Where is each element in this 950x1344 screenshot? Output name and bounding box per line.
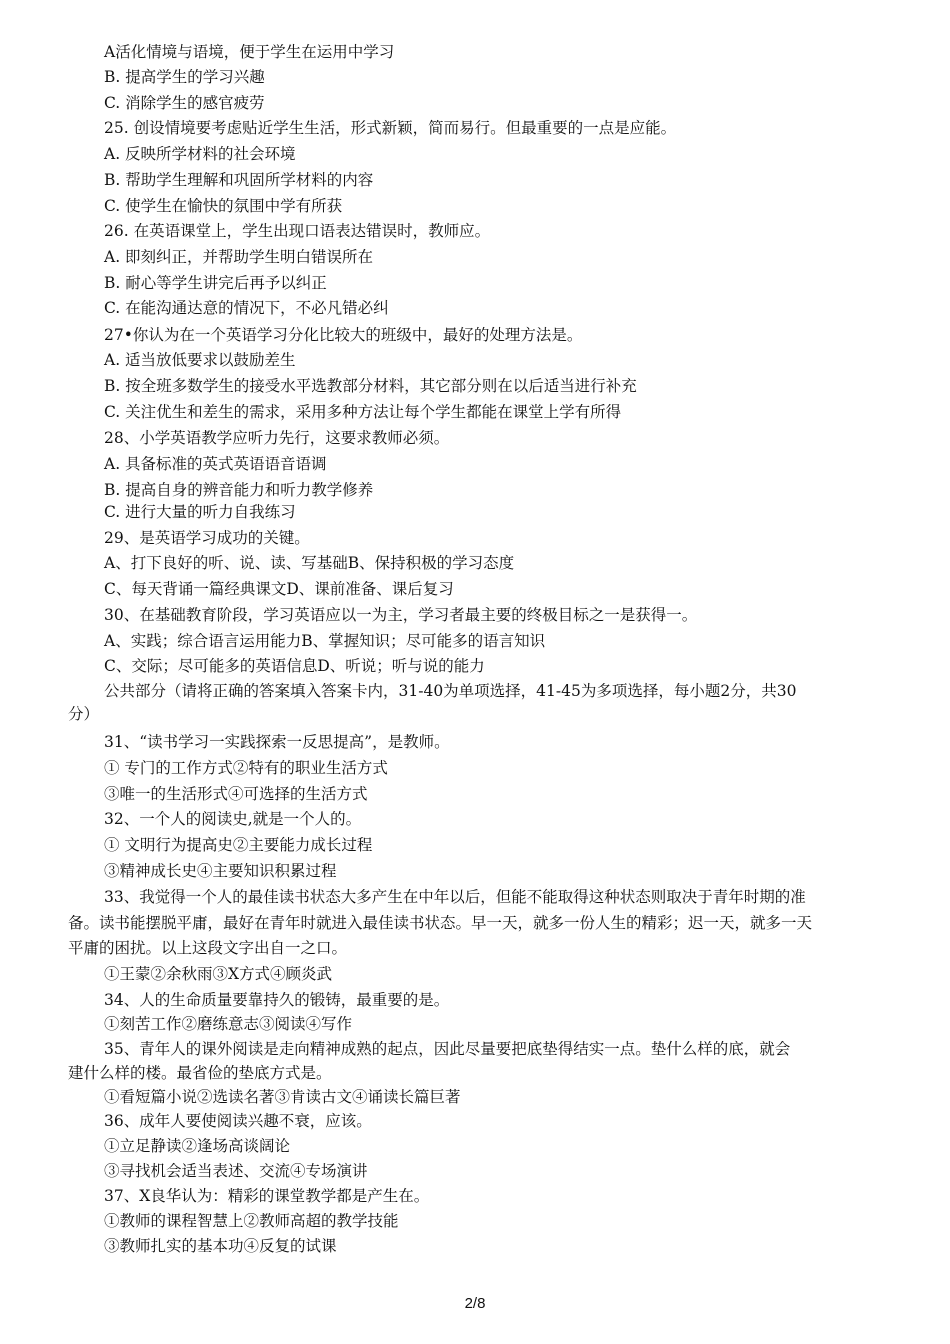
text-line: 26. 在英语课堂上，学生出现口语表达错误时，教师应。: [104, 222, 491, 240]
text-line: B. 帮助学生理解和巩固所学材料的内容: [104, 171, 374, 189]
text-line: ① 专门的工作方式②特有的职业生活方式: [104, 759, 388, 777]
text-line: 28、小学英语教学应听力先行，这要求教师必须。: [104, 429, 450, 447]
text-line: A. 具备标准的英式英语语音语调: [104, 455, 327, 473]
text-line: A. 反映所学材料的社会环境: [104, 145, 296, 163]
text-line: 分）: [68, 705, 100, 723]
text-line: ③寻找机会适当表述、交流④专场演讲: [104, 1162, 368, 1180]
text-line: ③教师扎实的基本功④反复的试课: [104, 1237, 337, 1255]
text-line: 36、成年人要使阅读兴趣不衰，应该。: [104, 1112, 372, 1130]
text-line: C、交际；尽可能多的英语信息D、听说；听与说的能力: [104, 657, 485, 675]
text-line: 25. 创设情境要考虑贴近学生生活，形式新颖，简而易行。但最重要的一点是应能。: [104, 119, 677, 137]
text-line: C. 使学生在愉快的氛围中学有所获: [104, 197, 343, 215]
text-line: A活化情境与语境，便于学生在运用中学习: [104, 43, 395, 61]
text-line: 35、青年人的课外阅读是走向精神成熟的起点，因此尽量要把底垫得结实一点。垫什么样的底，就会: [104, 1040, 791, 1058]
text-line: 备。读书能摆脱平庸，最好在青年时就进入最佳读书状态。早一天，就多一份人生的精彩；迟一天，就多一天: [68, 914, 813, 932]
text-line: 30、在基础教育阶段，学习英语应以一为主，学习者最主要的终极目标之一是获得一。: [104, 606, 698, 624]
text-line: ①王蒙②余秋雨③X方式④顾炎武: [104, 965, 333, 983]
text-line: ③精神成长史④主要知识积累过程: [104, 862, 337, 880]
text-line: B. 按全班多数学生的接受水平选教部分材料，其它部分则在以后适当进行补充: [104, 377, 637, 395]
text-line: 33、我觉得一个人的最佳读书状态大多产生在中年以后，但能不能取得这种状态则取决于青年时期的准: [104, 888, 806, 906]
text-line: C. 在能沟通达意的情况下，不必凡错必纠: [104, 299, 389, 317]
text-line: ①看短篇小说②选读名著③肯读古文④诵读长篇巨著: [104, 1088, 461, 1106]
text-line: 27•你认为在一个英语学习分化比较大的班级中，最好的处理方法是。: [104, 326, 583, 344]
text-line: 34、人的生命质量要靠持久的锻铸，最重要的是。: [104, 991, 450, 1009]
text-line: 31、“读书学习一实践探索一反思提高”，是教师。: [104, 733, 450, 751]
text-line: 32、一个人的阅读史,就是一个人的。: [104, 810, 362, 828]
text-line: 建什么样的楼。最省俭的垫底方式是。: [68, 1064, 332, 1082]
text-line: ①教师的课程智慧上②教师高超的教学技能: [104, 1212, 399, 1230]
text-line: A、打下良好的听、说、读、写基础B、保持积极的学习态度: [104, 554, 515, 572]
text-line: C. 关注优生和差生的需求，采用多种方法让每个学生都能在课堂上学有所得: [104, 403, 622, 421]
page-number: 2/8: [464, 1295, 486, 1312]
text-line: C. 进行大量的听力自我练习: [104, 503, 296, 521]
text-line: B. 提高自身的辨音能力和听力教学修养: [104, 481, 374, 499]
text-line: C、每天背诵一篇经典课文D、课前准备、课后复习: [104, 580, 454, 598]
text-line: ③唯一的生活形式④可选择的生活方式: [104, 785, 368, 803]
text-line: 29、是英语学习成功的关键。: [104, 529, 310, 547]
text-line: 公共部分（请将正确的答案填入答案卡内，31-40为单项选择，41-45为多项选择，每小题2分，共30: [104, 682, 797, 700]
text-line: 37、X良华认为：精彩的课堂教学都是产生在。: [104, 1187, 430, 1205]
text-line: B. 提高学生的学习兴趣: [104, 68, 265, 86]
text-line: C. 消除学生的感官疲劳: [104, 94, 265, 112]
text-line: ① 文明行为提高史②主要能力成长过程: [104, 836, 373, 854]
text-line: ①立足静读②逢场高谈阔论: [104, 1137, 291, 1155]
text-line: A. 适当放低要求以鼓励差生: [104, 351, 296, 369]
text-line: 平庸的困扰。以上这段文字出自一之口。: [68, 939, 348, 957]
text-line: A、实践；综合语言运用能力B、掌握知识；尽可能多的语言知识: [104, 632, 546, 650]
text-line: ①刻苦工作②磨练意志③阅读④写作: [104, 1015, 353, 1033]
text-line: A. 即刻纠正，并帮助学生明白错误所在: [104, 248, 374, 266]
text-line: B. 耐心等学生讲完后再予以纠正: [104, 274, 327, 292]
